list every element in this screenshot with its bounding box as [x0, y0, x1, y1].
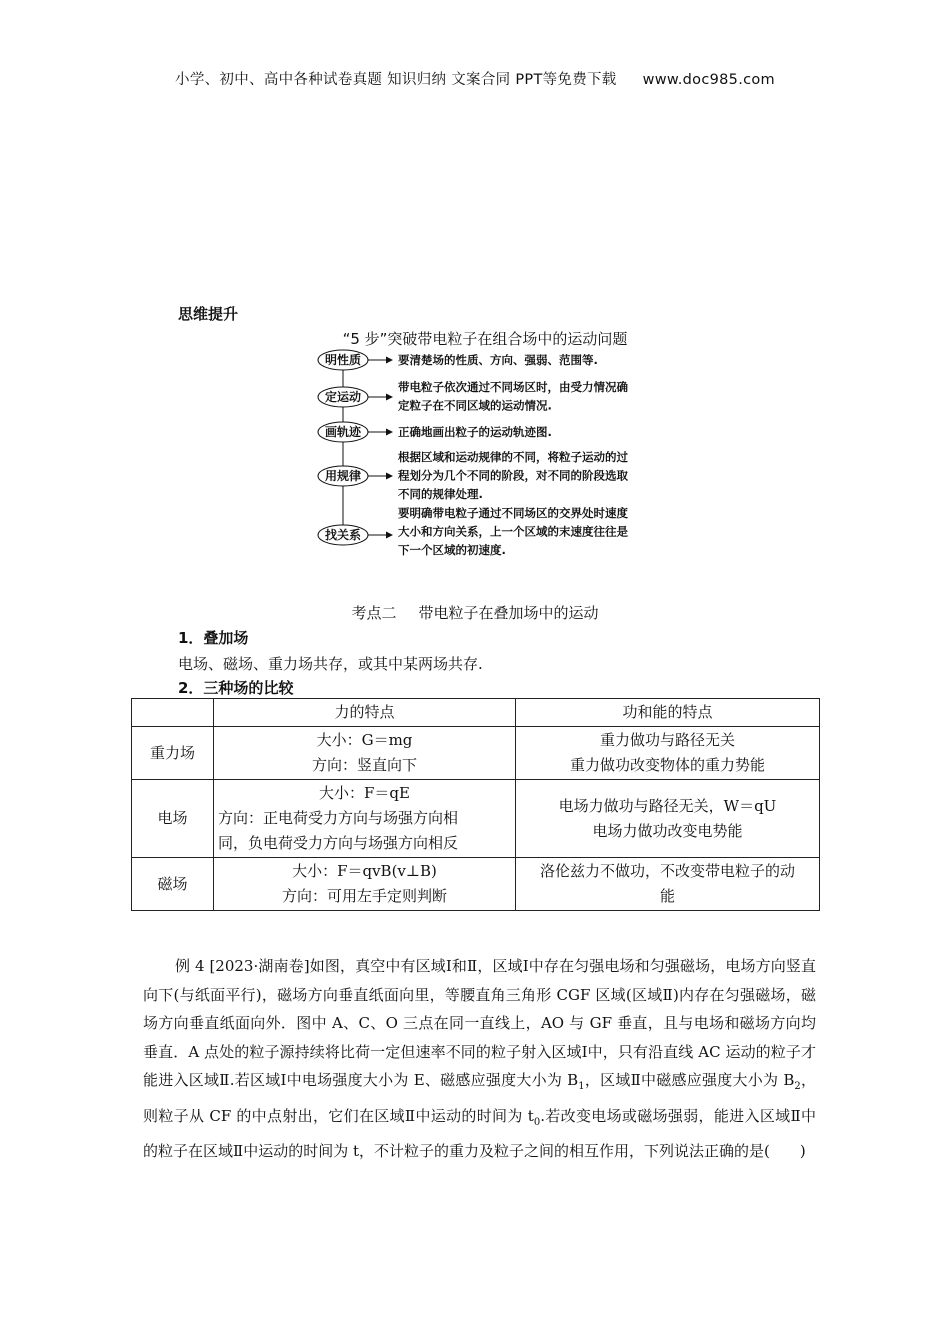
flow-step — [318, 422, 552, 442]
flow-step-label: 明性质 — [324, 353, 362, 367]
point1-heading: 1．叠加场 — [178, 629, 249, 647]
section-title: 思维提升 — [178, 305, 239, 323]
row-name-cell: 磁场 — [132, 858, 214, 911]
flow-title: “5 步”突破带电粒子在组合场中的运动问题 — [342, 330, 628, 348]
energy-line: 电场力做功与路径无关，W＝qU — [558, 796, 777, 815]
force-line: 大小：F＝qE — [319, 784, 410, 802]
force-line: 方向：可用左手定则判断 — [281, 887, 447, 905]
energy-line: 电场力做功改变电势能 — [592, 821, 743, 840]
flow-step-description: 要清楚场的性质、方向、强弱、范围等. — [398, 353, 598, 367]
example-text-part: ，区域Ⅱ中磁感应强度大小为 B — [584, 1071, 795, 1089]
table-row — [132, 858, 820, 911]
flow-step-description: 不同的规律处理. — [398, 487, 483, 501]
example-subscript: 2 — [794, 1081, 801, 1092]
table-row — [132, 780, 820, 858]
table-header-row — [132, 699, 820, 727]
example-text-part: .若改变电场或磁场强弱，能进入区域Ⅱ中的粒子在区域Ⅱ中运动的时间为 t，不计粒子的重力及粒子之间的相互作用，下列说法正确的是( ) — [143, 1106, 816, 1160]
example-4-paragraph — [143, 952, 816, 1166]
header-site[interactable]: www.doc985.com — [642, 72, 775, 88]
energy-cell — [516, 727, 820, 780]
flow-step-description: 带电粒子依次通过不同场区时，由受力情况确 — [398, 380, 628, 394]
force-line: 同，负电荷受力方向与场强方向相反 — [218, 834, 459, 852]
energy-line: 重力做功与路径无关 — [599, 731, 735, 749]
flow-step-label: 找关系 — [324, 528, 362, 542]
kaodian-title: 带电粒子在叠加场中的运动 — [418, 604, 599, 622]
flow-step-description: 下一个区域的初速度. — [398, 543, 506, 557]
flow-step-description: 要明确带电粒子通过不同场区的交界处时速度 — [398, 506, 628, 520]
five-step-flowchart — [300, 345, 670, 565]
force-cell — [214, 858, 516, 911]
table-header-cell: 力的特点 — [214, 699, 516, 727]
row-name-cell: 电场 — [132, 780, 214, 858]
flow-step-description: 定粒子在不同区域的运动情况. — [398, 398, 552, 413]
force-line: 方向：正电荷受力方向与场强方向相 — [218, 809, 459, 827]
example-text-part: ，则粒子从 CF 的中点射出，它们在区域Ⅱ中运动的时间为 t — [143, 1071, 816, 1125]
energy-line: 重力做功改变物体的重力势能 — [569, 756, 765, 774]
flow-step-description: 大小和方向关系，上一个区域的末速度往往是 — [398, 524, 628, 539]
example-text-part: 例 4 [2023·湖南卷]如图，真空中有区域Ⅰ和Ⅱ，区域Ⅰ中存在匀强电场和匀强磁场，电场方向竖直向下(与纸面平行)，磁场方向垂直纸面向里，等腰直角三角形 CGF 区域(区域Ⅱ)内存在匀强磁场，磁场方向垂直纸面向外．图中 A、C、O 三点在同一直线上，AO 与 GF 垂直，且与电场和磁场方向均垂直．A 点处的粒子源持续将比荷一定但速率不同的粒子射入区域Ⅰ中，只有沿直线 AC 运动的粒子才能进入区域Ⅱ.若区域Ⅰ中电场强度大小为 E、磁感应强度大小为 B — [143, 957, 816, 1089]
flow-step — [318, 506, 628, 557]
force-line: 方向：竖直向下 — [311, 756, 417, 774]
energy-line: 能 — [659, 887, 675, 905]
flow-step-description: 根据区域和运动规律的不同，将粒子运动的过 — [398, 450, 628, 464]
row-name-cell: 重力场 — [132, 727, 214, 780]
header-text: 小学、初中、高中各种试卷真题 知识归纳 文案合同 PPT等免费下载 — [175, 72, 617, 88]
point2-heading: 2．三种场的比较 — [178, 679, 294, 697]
page-header — [0, 68, 950, 89]
flow-step-description: 正确地画出粒子的运动轨迹图. — [398, 425, 552, 439]
table-header-cell — [132, 699, 214, 727]
flow-step — [318, 380, 628, 413]
energy-cell — [516, 858, 820, 911]
energy-line: 洛伦兹力不做功，不改变带电粒子的动 — [539, 862, 795, 880]
flow-step-label: 定运动 — [324, 390, 362, 404]
force-cell — [214, 780, 516, 858]
flow-step-label: 用规律 — [324, 469, 362, 483]
force-line: 大小：G＝mg — [316, 731, 413, 749]
energy-cell — [516, 780, 820, 858]
flow-step-label: 画轨迹 — [324, 425, 362, 439]
table-row — [132, 727, 820, 780]
field-comparison-table — [131, 698, 820, 911]
flow-step — [318, 350, 598, 370]
force-cell — [214, 727, 516, 780]
force-line: 大小：F＝qvB(v⊥B) — [292, 862, 437, 880]
example-subscript: 0 — [533, 1116, 541, 1128]
table-header-cell: 功和能的特点 — [516, 699, 820, 727]
kaodian-heading — [0, 602, 950, 623]
flow-step-description: 程划分为几个不同的阶段，对不同的阶段选取 — [398, 468, 628, 483]
flow-step — [318, 450, 628, 501]
point1-text: 电场、磁场、重力场共存，或其中某两场共存. — [178, 655, 483, 673]
kaodian-label: 考点二 — [351, 604, 397, 622]
example-subscript: 1 — [578, 1081, 585, 1092]
